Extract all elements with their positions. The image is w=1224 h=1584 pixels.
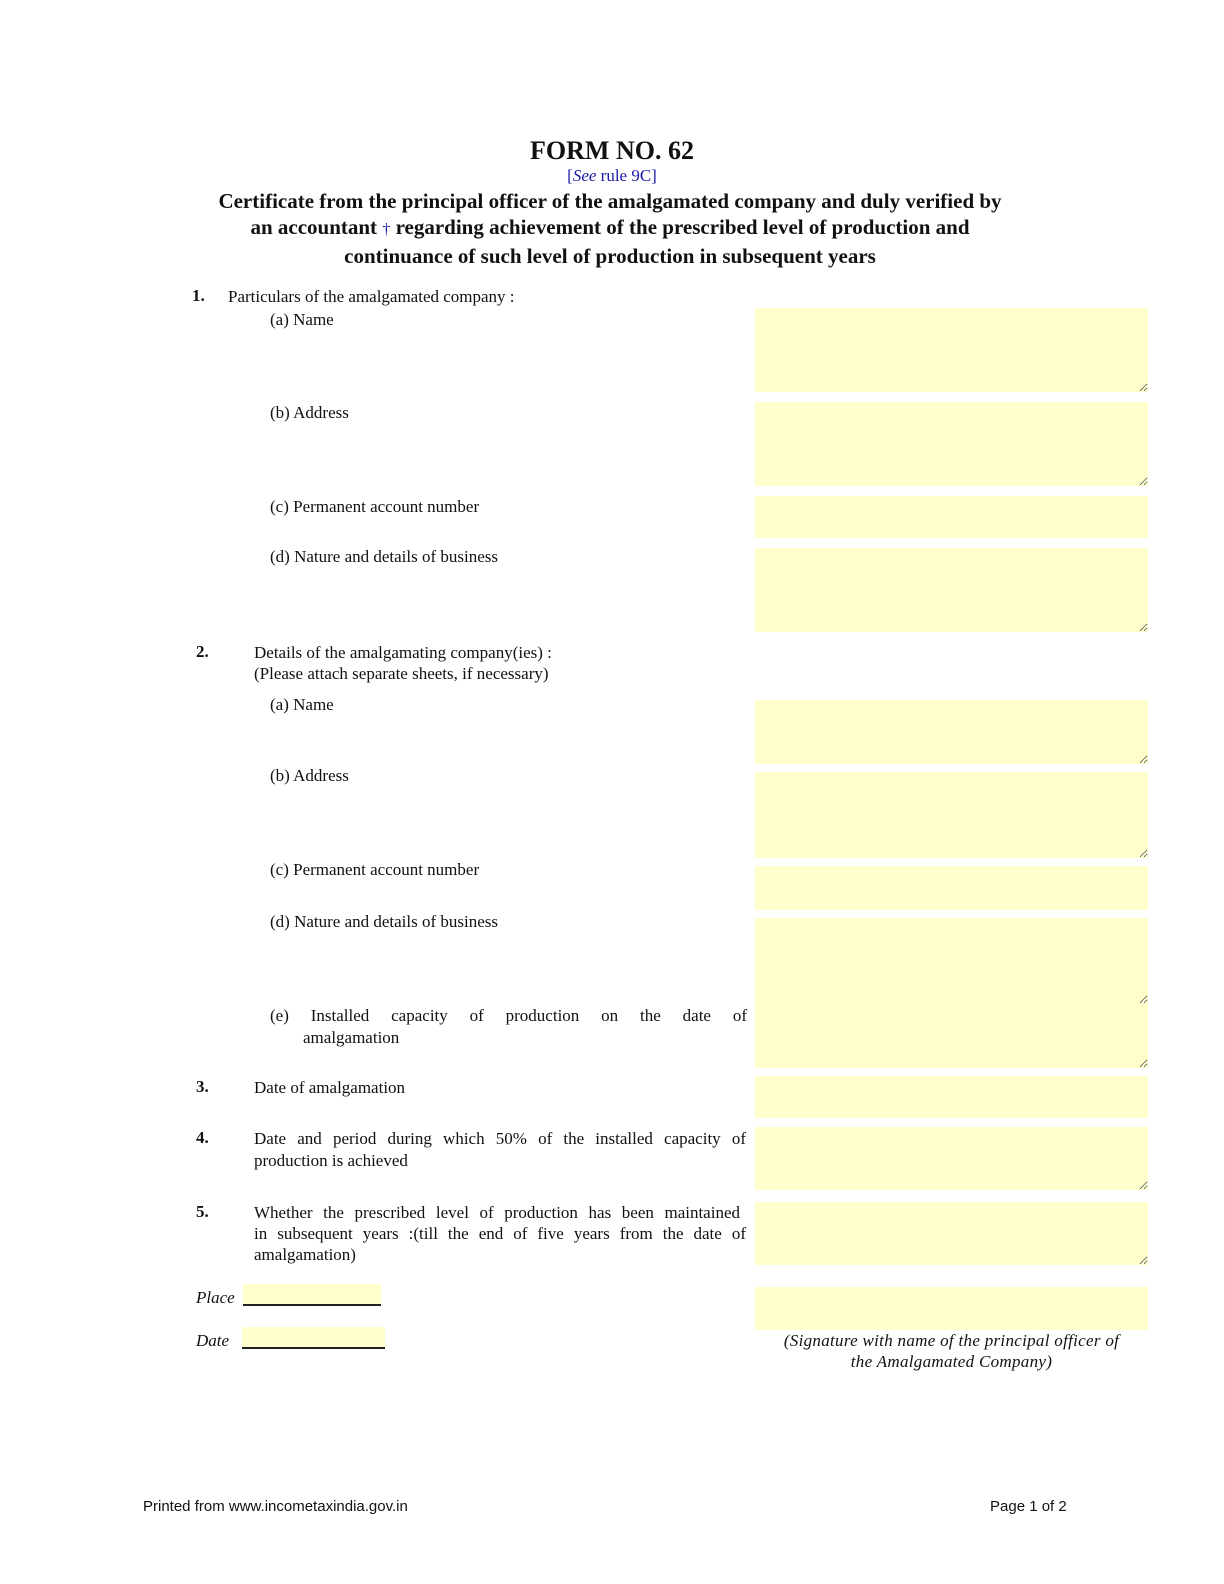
signature-caption-line2: the Amalgamated Company)	[850, 1352, 1053, 1371]
place-label: Place	[196, 1288, 235, 1307]
production-achieved-field[interactable]	[755, 1127, 1148, 1190]
section2-address-field[interactable]	[755, 772, 1148, 858]
section2-pan-label: (c) Permanent account number	[270, 860, 480, 879]
section2-name-field[interactable]	[755, 700, 1148, 764]
signature-caption-line1: (Signature with name of the principal officer of	[783, 1331, 1120, 1350]
printed-from-footer: Printed from www.incometaxindia.gov.in	[143, 1498, 408, 1515]
rule-bracket: [	[567, 166, 573, 185]
section5-label-line1: Whether the prescribed level of production has been maintained	[254, 1203, 740, 1222]
date-label: Date	[196, 1331, 230, 1350]
section3-number: 3.	[196, 1077, 209, 1096]
section3-label: Date of amalgamation	[254, 1078, 406, 1097]
section4-label-line2: production is achieved	[254, 1151, 408, 1170]
heading-line-2b: regarding achievement of the prescribed level of production and	[390, 215, 970, 239]
dagger-footnote-icon: †	[382, 221, 391, 238]
section1-name-label: (a) Name	[270, 310, 334, 329]
date-field[interactable]	[242, 1327, 385, 1349]
section2-capacity-label-line2: amalgamation	[303, 1028, 400, 1047]
place-field[interactable]	[243, 1284, 381, 1306]
heading-line-1: Certificate from the principal officer of the amalgamated company and duly verified by	[218, 189, 1002, 213]
section1-business-label: (d) Nature and details of business	[270, 547, 499, 566]
section2-address-label: (b) Address	[270, 766, 349, 785]
signature-field[interactable]	[755, 1287, 1148, 1330]
section1-address-field[interactable]	[755, 402, 1148, 486]
signature-caption	[755, 1330, 1148, 1372]
form-title: FORM NO. 62	[530, 136, 694, 165]
page-number: Page 1 of 2	[990, 1498, 1067, 1515]
section2-business-field[interactable]	[755, 918, 1148, 1004]
heading-line-3: continuance of such level of production in subsequent years	[344, 244, 876, 268]
section2-name-label: (a) Name	[270, 695, 334, 714]
rule-see: See	[572, 166, 597, 185]
production-maintained-field[interactable]	[755, 1202, 1148, 1265]
section1-pan-field[interactable]	[755, 496, 1148, 538]
section1-number: 1.	[192, 286, 205, 305]
section2-capacity-field[interactable]	[755, 1004, 1148, 1068]
section2-note: (Please attach separate sheets, if necessary)	[254, 664, 549, 683]
section2-title: Details of the amalgamating company(ies) :	[254, 643, 552, 662]
section2-business-label: (d) Nature and details of business	[270, 912, 499, 931]
section4-label-line1: Date and period during which 50% of the installed capacity of	[254, 1129, 746, 1148]
section5-number: 5.	[196, 1202, 209, 1221]
section1-business-field[interactable]	[755, 548, 1148, 632]
section5-label-line2: in subsequent years :(till the end of five years from the date of	[254, 1224, 746, 1243]
section1-title: Particulars of the amalgamated company :	[228, 287, 515, 306]
heading-line-2	[170, 214, 1050, 243]
amalgamation-date-field[interactable]	[755, 1076, 1148, 1118]
section4-number: 4.	[196, 1128, 209, 1147]
section2-pan-field[interactable]	[755, 866, 1148, 910]
section1-address-label: (b) Address	[270, 403, 349, 422]
section2-capacity-label-line1: (e) Installed capacity of production on the date of	[270, 1006, 747, 1025]
section2-number: 2.	[196, 642, 209, 661]
section5-label-line3: amalgamation)	[254, 1245, 356, 1264]
heading-line-2a: an accountant	[250, 215, 378, 239]
section1-pan-label: (c) Permanent account number	[270, 497, 480, 516]
rule-text: rule 9C]	[596, 166, 657, 185]
rule-reference	[0, 166, 1224, 186]
section1-name-field[interactable]	[755, 308, 1148, 392]
form-heading	[170, 188, 1050, 269]
